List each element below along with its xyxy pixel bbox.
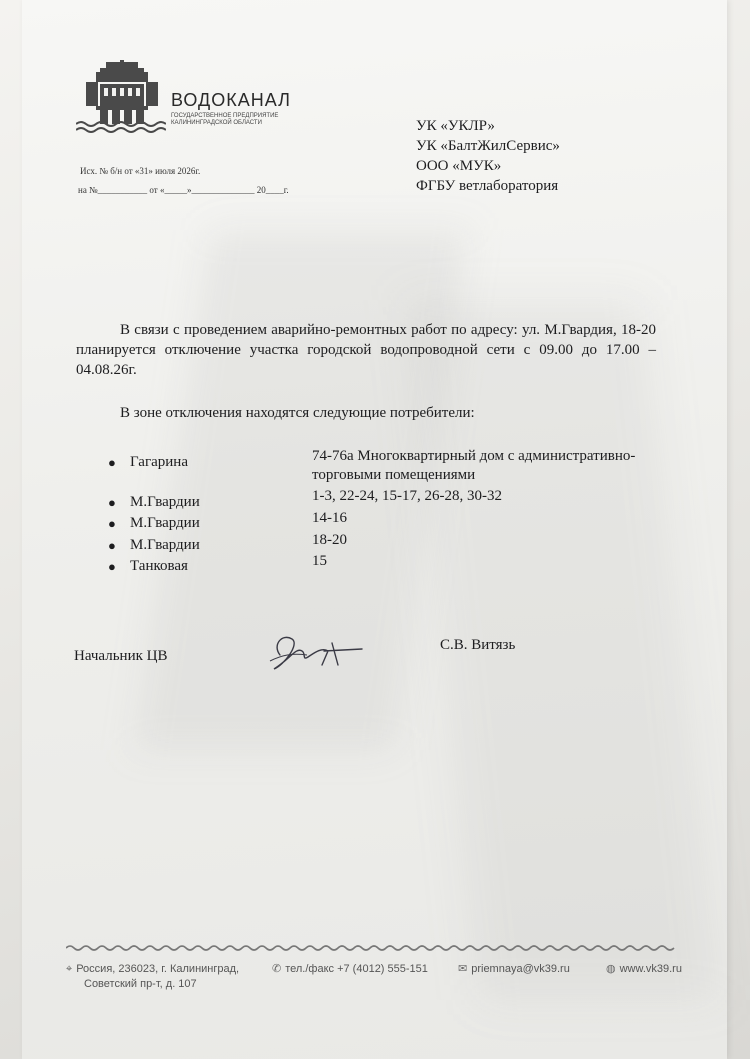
address-line1: Россия, 236023, г. Калининград, bbox=[76, 963, 240, 975]
addressee: ООО «МУК» bbox=[416, 158, 502, 174]
street-name: М.Гвардии bbox=[130, 537, 200, 553]
incoming-ref: на №___________ от «_____»______________ 20____г. bbox=[78, 185, 289, 195]
bullet-icon: ● bbox=[108, 495, 116, 510]
outgoing-ref: Исх. № б/н от «31» июля 2026г. bbox=[80, 166, 201, 176]
addressee-list bbox=[416, 116, 560, 196]
addressee: УК «УКЛР» bbox=[416, 118, 495, 134]
street-name: М.Гвардии bbox=[130, 494, 200, 510]
notice-paragraph bbox=[76, 320, 656, 380]
street-name: Танковая bbox=[130, 558, 188, 574]
addressee: УК «БалтЖилСервис» bbox=[416, 138, 560, 154]
vodokanal-logo bbox=[76, 60, 316, 140]
water-tower-logo-icon bbox=[76, 60, 166, 140]
globe-icon: ◍ bbox=[606, 963, 616, 975]
footer-address bbox=[66, 962, 239, 992]
house-numbers: 18-20 bbox=[312, 532, 347, 548]
footer-phone bbox=[272, 962, 428, 977]
bullet-icon: ● bbox=[108, 559, 116, 574]
footer-email[interactable] bbox=[458, 962, 570, 977]
phone-icon: ✆ bbox=[272, 963, 282, 975]
footer-website[interactable] bbox=[606, 962, 682, 977]
house-numbers: 1-3, 22-24, 15-17, 26-28, 30-32 bbox=[312, 488, 502, 504]
mail-icon: ✉ bbox=[458, 963, 468, 975]
bullet-icon: ● bbox=[108, 516, 116, 531]
location-icon: ⌖ bbox=[66, 963, 73, 975]
signatory-name: С.В. Витязь bbox=[440, 637, 516, 653]
org-subtitle: ГОСУДАРСТВЕННОЕ ПРЕДПРИЯТИЕ КАЛИНИНГРАДСКОЙ ОБЛАСТИ bbox=[171, 113, 279, 126]
notice-text: В связи с проведением аварийно-ремонтных работ по адресу: ул. М.Гвардия, 18-20 планируется отключение участка городской водопроводной сети с 09.00 до 17.00 – 04.08.26г. bbox=[76, 322, 656, 378]
street-name: М.Гвардии bbox=[130, 515, 200, 531]
house-numbers: 15 bbox=[312, 553, 327, 569]
email-link[interactable]: priemnaya@vk39.ru bbox=[471, 963, 570, 975]
phone-text: тел./факс +7 (4012) 555-151 bbox=[285, 963, 428, 975]
consumers-title: В зоне отключения находятся следующие потребители: bbox=[120, 405, 475, 421]
bullet-icon: ● bbox=[108, 538, 116, 553]
street-name: Гагарина bbox=[130, 454, 188, 470]
website-link[interactable]: www.vk39.ru bbox=[619, 963, 682, 975]
handwritten-signature-icon bbox=[262, 625, 372, 675]
bullet-icon: ● bbox=[108, 455, 116, 470]
footer-wave-divider bbox=[66, 938, 691, 958]
addressee: ФГБУ ветлаборатория bbox=[416, 178, 559, 194]
signatory-title: Начальник ЦВ bbox=[74, 648, 168, 664]
address-line2: Советский пр-т, д. 107 bbox=[84, 978, 197, 990]
org-name: ВОДОКАНАЛ bbox=[171, 90, 291, 110]
house-numbers: 74-76а Многоквартирный дом с административно-торговыми помещениями bbox=[312, 448, 636, 483]
letter-page bbox=[22, 0, 727, 1059]
house-numbers: 14-16 bbox=[312, 510, 347, 526]
